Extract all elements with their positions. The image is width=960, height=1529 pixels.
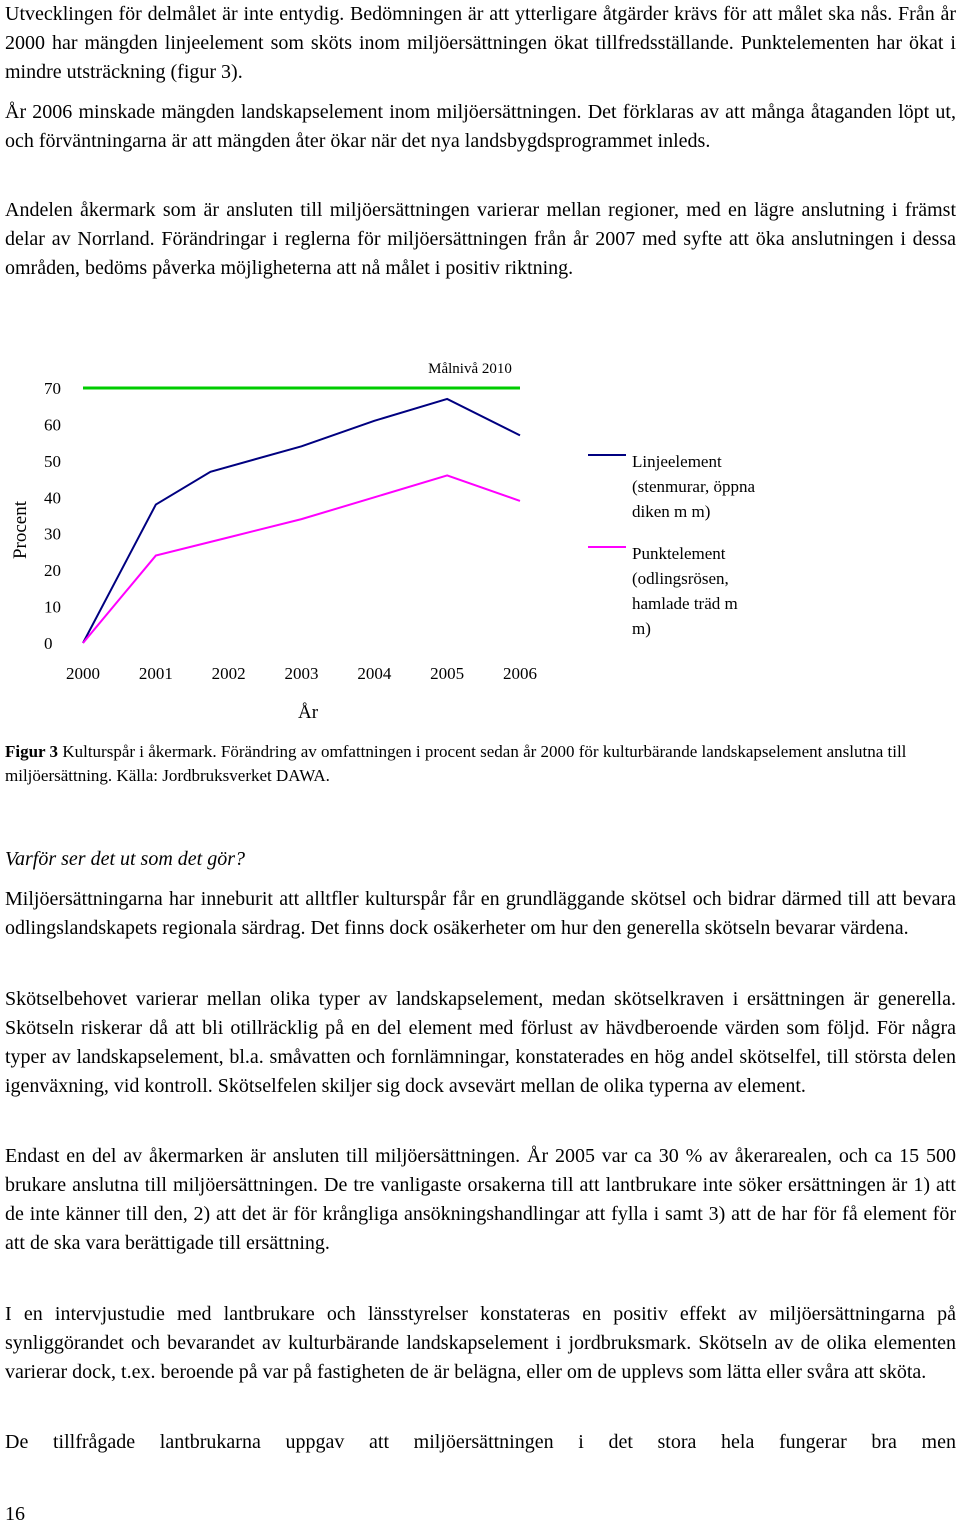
y-tick-label: 50 xyxy=(44,451,61,471)
paragraph-benefits: Miljöersättningarna har inneburit att alltfler kulturspår får en grundläggande skötsel och bidrar därmed till att bevara odlingslandskapets regionala särdrag. Det finns dock osäkerheter om hur den generella skötseln bevarar värdena. xyxy=(5,888,956,939)
line-chart xyxy=(0,345,960,730)
x-tick-label: 2001 xyxy=(138,664,173,683)
y-tick-label: 10 xyxy=(44,597,61,617)
paragraph-intro: Utvecklingen för delmålet är inte entydig. Bedömningen är att ytterligare åtgärder krävs för att målet ska nås. Från år 2000 har mängden linjeelement som sköts inom miljöersättningen ökat tillfredsställande. Punktelementen har ökat i mindre utsträckning (figur 3). xyxy=(5,3,956,83)
figure-caption-text: Kulturspår i åkermark. Förändring av omfattningen i procent sedan år 2000 för kulturbärande landskapselement anslutna till miljöersättning. Källa: Jordbruksverket DAWA. xyxy=(5,742,907,785)
series-line-linjeelement xyxy=(83,399,520,643)
legend-label: Linjeelement xyxy=(632,452,722,471)
legend-label: m) xyxy=(632,619,651,638)
paragraph-farmers: De tillfrågade lantbrukarna uppgav att miljöersättningen i det stora hela fungerar bra men xyxy=(5,1431,956,1453)
legend-label: (stenmurar, öppna xyxy=(632,477,756,496)
y-axis-title: Procent xyxy=(10,500,31,560)
paragraph-regions: Andelen åkermark som är ansluten till miljöersättningen varierar mellan regioner, med en lägre anslutning i främst delar av Norrland. Förändringar i reglerna för miljöersättningen från år 2007 med syfte att öka anslutningen i dessa områden, bedöms påverka möjligheterna att nå målet i positiv riktning. xyxy=(5,199,956,279)
x-tick-label: 2000 xyxy=(66,664,100,683)
target-line-label: Målnivå 2010 xyxy=(428,361,512,377)
y-tick-label: 0 xyxy=(44,634,53,653)
y-tick-label: 30 xyxy=(44,524,61,544)
y-tick-label: 60 xyxy=(44,415,61,435)
y-tick-label: 40 xyxy=(44,488,61,508)
x-tick-label: 2005 xyxy=(430,664,465,683)
legend-label: (odlingsrösen, xyxy=(632,569,729,588)
figure-caption xyxy=(5,740,956,788)
page-number: 16 xyxy=(5,1503,25,1525)
series-line-punktelement xyxy=(83,475,520,643)
y-tick-label: 20 xyxy=(44,561,61,581)
paragraph-care-needs: Skötselbehovet varierar mellan olika typer av landskapselement, medan skötselkraven i ersättningen är generella. Skötseln riskerar då att bli otillräcklig på en del element med förlust av hävdberoende värden som följd. För några typer av landskapselement, bl.a. småvatten och fornlämningar, konstaterades en hög andel skötselfel, till största delen igenväxning, vid kontroll. Skötselfelen skiljer sig dock avsevärt mellan de olika typerna av element. xyxy=(5,988,956,1097)
legend-label: Punktelement xyxy=(632,544,726,563)
x-tick-label: 2002 xyxy=(211,664,246,683)
paragraph-2006: År 2006 minskade mängden landskapselement inom miljöersättningen. Det förklaras av att många åtaganden löpt ut, och förväntningarna är att mängden åter ökar när det nya landsbygdsprogrammet inleds. xyxy=(5,101,956,152)
figure-label: Figur 3 xyxy=(5,742,59,761)
x-tick-label: 2004 xyxy=(357,664,392,683)
x-tick-label: 2003 xyxy=(284,664,319,683)
legend-label: diken m m) xyxy=(632,502,711,521)
section-heading: Varför ser det ut som det gör? xyxy=(5,848,245,870)
x-axis-title: År xyxy=(297,702,319,723)
paragraph-interview-study: I en intervjustudie med lantbrukare och länsstyrelser konstateras en positiv effekt av miljöersättningarna på synliggörandet och bevarandet av kulturbärande landskapselement i jordbruksmark. Skötseln av de olika elementen varierar dock, t.ex. beroende på var på fastigheten de är belägna, eller om de upplevs som lätta eller svåra att sköta. xyxy=(5,1303,956,1383)
legend-label: hamlade träd m xyxy=(632,594,738,613)
paragraph-participation: Endast en del av åkermarken är ansluten till miljöersättningen. År 2005 var ca 30 % av åkerarealen, och ca 15 500 brukare anslutna till miljöersättningen. De tre vanligaste orsakerna till att lantbrukare inte söker ersättningen är 1) att de inte känner till den, 2) att det är för krångliga ansökningshandlingar att fylla i samt 3) att de har för få element för att de ska vara berättigade till ersättning. xyxy=(5,1145,956,1254)
x-tick-label: 2006 xyxy=(503,664,537,683)
y-tick-label: 70 xyxy=(44,379,61,398)
